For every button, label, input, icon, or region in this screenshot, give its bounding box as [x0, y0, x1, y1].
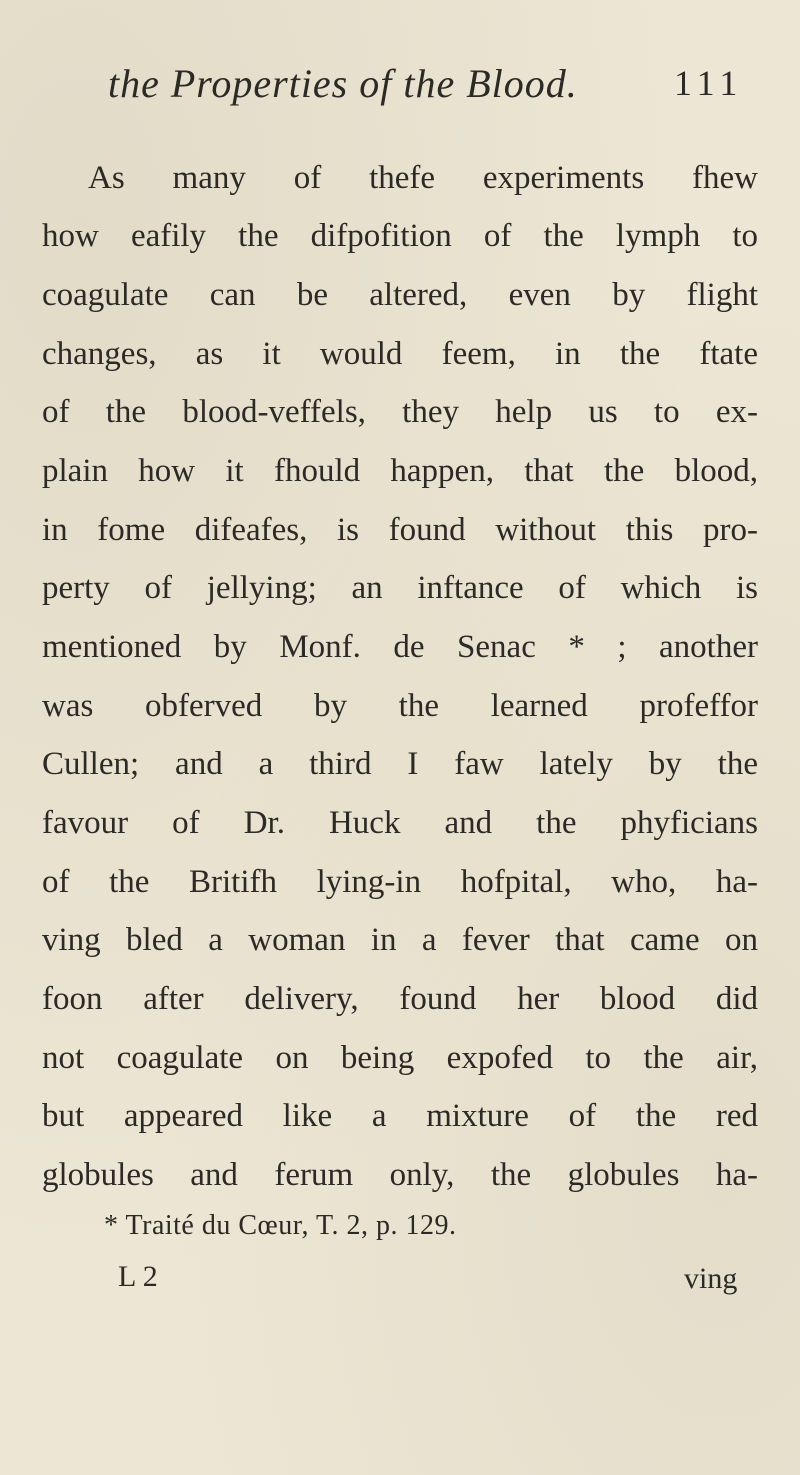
text-line: As many of thefe experiments fhew	[88, 160, 758, 196]
page-number: 111	[674, 63, 744, 103]
text-line: ving bled a woman in a fever that came on	[42, 922, 758, 958]
text-line: not coagulate on being expofed to the air,	[42, 1040, 758, 1076]
text-line: of the Britifh lying-in hofpital, who, ha-	[42, 864, 758, 900]
text-line: of the blood-veffels, they help us to ex-	[42, 394, 758, 430]
text-line: favour of Dr. Huck and the phyficians	[42, 805, 758, 841]
footnote: * Traité du Cœur, T. 2, p. 129.	[104, 1210, 457, 1241]
text-line: but appeared like a mixture of the red	[42, 1098, 758, 1134]
text-line: plain how it fhould happen, that the blood,	[42, 453, 758, 489]
text-line: foon after delivery, found her blood did	[42, 981, 758, 1017]
running-title: the Properties of the Blood.	[108, 61, 578, 106]
signature-mark: L 2	[118, 1260, 158, 1293]
text-line: changes, as it would feem, in the ftate	[42, 336, 758, 372]
text-line: was obferved by the learned profeffor	[42, 688, 758, 724]
text-line: globules and ferum only, the globules ha-	[42, 1157, 758, 1193]
text-line: mentioned by Monf. de Senac * ; another	[42, 629, 758, 665]
text-line: in fome difeafes, is found without this pro-	[42, 512, 758, 548]
text-line: how eafily the difpofition of the lymph to	[42, 218, 758, 254]
text-line: coagulate can be altered, even by flight	[42, 277, 758, 313]
running-head	[0, 60, 800, 110]
text-line: perty of jellying; an inftance of which is	[42, 570, 758, 606]
text-line: Cullen; and a third I faw lately by the	[42, 746, 758, 782]
catchword: ving	[684, 1262, 738, 1295]
